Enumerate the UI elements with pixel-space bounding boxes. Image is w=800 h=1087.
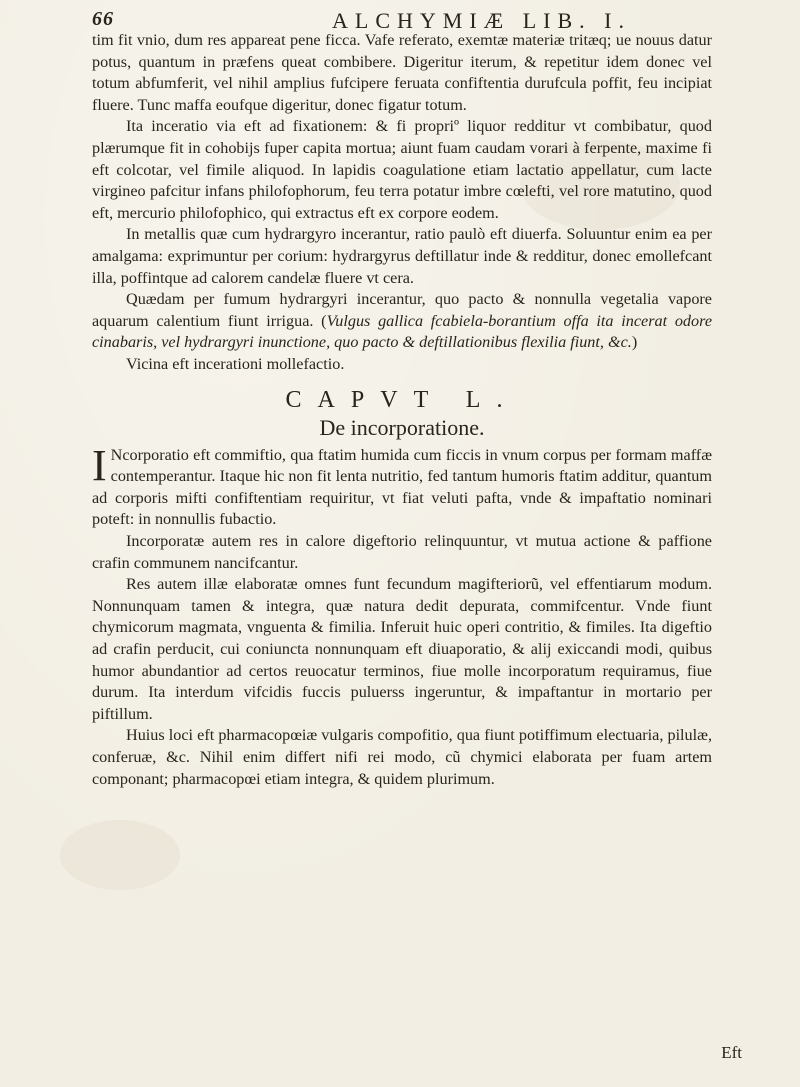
page-number: 66 [92, 8, 114, 30]
paragraph-4-close: ) [631, 333, 638, 352]
paragraph-4-italic-aside: Vulgus gallica fcabiela-borantium offa ita incerat odore cinabaris, vel hydrargyri inunctione, quo pacto & deftillationibus flexilia fiunt, &c. [92, 311, 712, 352]
paragraph-7: Incorporatæ autem res in calore digeftorio relinquuntur, vt mutua actione & paffione crafin communem nancifcantur. [92, 532, 712, 572]
chapter-heading: CAPVT L. [285, 386, 519, 413]
paragraph-4-text: Quædam per fumum hydrargyri incerantur, quo pacto & nonnulla vegetalia vapore aquarum calentium fiunt irrigua. ( [92, 290, 712, 330]
paragraph-6: INcorporatio eft commiftio, qua ftatim humida cum ficcis in vnum corpus per formam maffæ contemperantur. Itaque hic non fit lenta nutritio, fed tantum humoris ftatim additur, quantum ad corporis mifti confiftentiam requiritur, vt fiat veluti pafta, vnde & impaftatio nominari poteft: in nonnullis fubactio. [92, 440, 712, 529]
page-body [92, 30, 712, 790]
running-title: ALCHYMIÆ LIB. I. [332, 8, 631, 33]
paragraph-5: Vicina eft incerationi mollefactio. [126, 354, 345, 373]
paragraph-4 [92, 289, 712, 354]
catchword: Eft [721, 1043, 742, 1062]
chapter-subheading: De incorporatione. [319, 415, 485, 441]
paragraph-1: tim fit vnio, dum res appareat pene ficca. Vafe referato, exemtæ materiæ tritæq; ue nouus datur potus, quantum in præfens queat combibere. Digeritur iterum, & repetitur idem donec vel totum abfumferit, vel nihil amplius fufcipere feruata confiftentia durufcula poffit, feu incipiat fluere. Tunc maffa eoufque digeritur, donec figatur totum. [92, 31, 712, 114]
paper-stain [60, 820, 180, 890]
paragraph-8: Res autem illæ elaboratæ omnes funt fecundum magifteriorũ, vel effentiarum modum. Nonnunquam tamen & integra, quæ natura dedit depurata, commifcentur. Vnde fiunt chymicorum magmata, vnguenta & fimilia. Inferuit huic operi contritio, & fimiles. Ita digeftio ad crafin perducit, cui coniuncta nonnunquam eft diuaporatio, & alij exiccandi modi, quibus humor abundantior ad certos reuocatur terminos, fiue molle incorporatum requiramus, fiue durum. Ita interdum vifcidis fuccis puluerss ingeruntur, & impaftantur in mortario per piftillum. [92, 575, 712, 723]
paragraph-3: In metallis quæ cum hydrargyro incerantur, ratio paulò eft diuerfa. Soluuntur enim ea per amalgama: exprimuntur per corium: hydrargyrus deftillatur inde & redditur, donec emollefcant illa, poffintque ad calorem candelæ fluere vt cera. [92, 225, 712, 287]
paragraph-9: Huius loci eft pharmacopœiæ vulgaris compofitio, qua fiunt potiffimum electuaria, pilulæ, conferuæ, &c. Nihil enim differt nifi rei modo, cũ chymici elaborata per fuam artem componant; pharmacopœi etiam integra, & quidem plurimum. [92, 726, 712, 788]
paragraph-2: Ita inceratio via eft ad fixationem: & fi propriº liquor redditur vt combibatur, quod plærumque fit in cohobijs fuper capita mortua; aiunt fuam caudam vorari à ferpente, maxime fi eft colcotar, vel fimile aliquod. In lapidis coagulatione etiam lactatio appellatur, cum lacte virgineo pafcitur infans philofophorum, feu terra potatur imbre cœlefti, vel rore matutino, quod eft, mercurio philofophico, qui extractus eft ex corpore eodem. [92, 117, 712, 222]
